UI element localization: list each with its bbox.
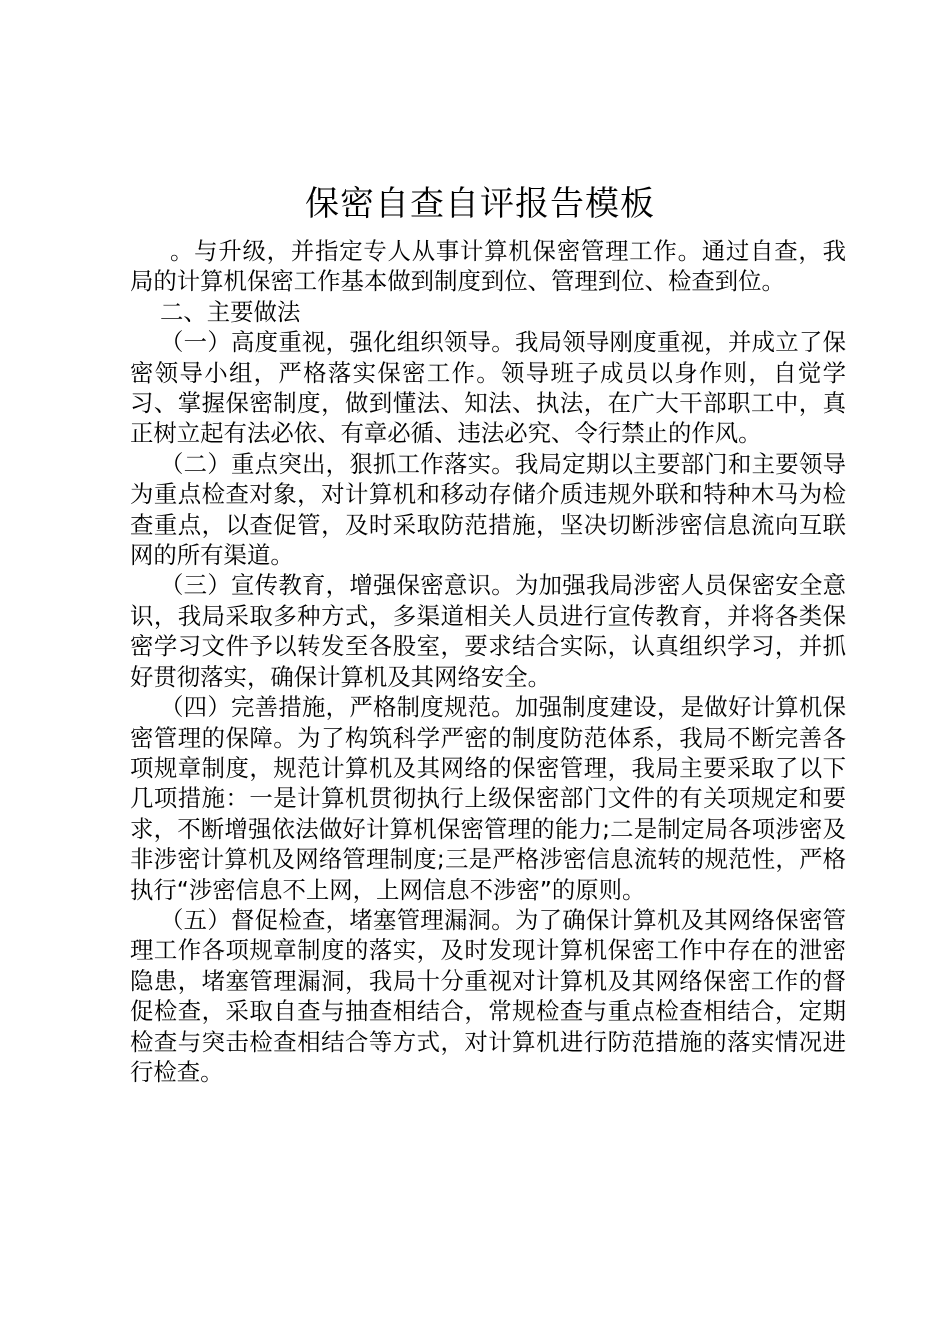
document-title: 保密自查自评报告模板 [305, 184, 655, 224]
document-body [130, 236, 846, 1087]
paragraph-intro-continuation: 。与升级，并指定专人从事计算机保密管理工作。通过自查，我局的计算机保密工作基本做到制度到位、管理到位、检查到位。 [130, 237, 846, 296]
paragraph-item-3: （三）宣传教育，增强保密意识。为加强我局涉密人员保密安全意识，我局采取多种方式，多渠道相关人员进行宣传教育，并将各类保密学习文件予以转发至各股室，要求结合实际，认真组织学习，并抓好贯彻落实，确保计算机及其网络安全。 [130, 571, 846, 691]
paragraph-item-1: （一）高度重视，强化组织领导。我局领导刚度重视，并成立了保密领导小组，严格落实保密工作。领导班子成员以身作则，自觉学习、掌握保密制度，做到懂法、知法、执法，在广大干部职工中，真正树立起有法必依、有章必循、违法必究、令行禁止的作风。 [130, 328, 846, 448]
paragraph-item-5: （五）督促检查，堵塞管理漏洞。为了确保计算机及其网络保密管理工作各项规章制度的落实，及时发现计算机保密工作中存在的泄密隐患，堵塞管理漏洞，我局十分重视对计算机及其网络保密工作的督促检查，采取自查与抽查相结合，常规检查与重点检查相结合，定期检查与突击检查相结合等方式，对计算机进行防范措施的落实情况进行检查。 [130, 905, 846, 1086]
section-heading-main-practices: 二、主要做法 [160, 297, 301, 326]
paragraph-item-4: （四）完善措施，严格制度规范。加强制度建设，是做好计算机保密管理的保障。为了构筑科学严密的制度防范体系，我局不断完善各项规章制度，规范计算机及其网络的保密管理，我局主要采取了以下几项措施：一是计算机贯彻执行上级保密部门文件的有关项规定和要求，不断增强依法做好计算机保密管理的能力;二是制定局各项涉密及非涉密计算机及网络管理制度;三是严格涉密信息流转的规范性，严格执行“涉密信息不上网，上网信息不涉密”的原则。 [130, 693, 846, 904]
paragraph-item-2: （二）重点突出，狠抓工作落实。我局定期以主要部门和主要领导为重点检查对象，对计算机和移动存储介质违规外联和特种木马为检查重点，以查促管，及时采取防范措施，坚决切断涉密信息流向互联网的所有渠道。 [130, 449, 846, 570]
